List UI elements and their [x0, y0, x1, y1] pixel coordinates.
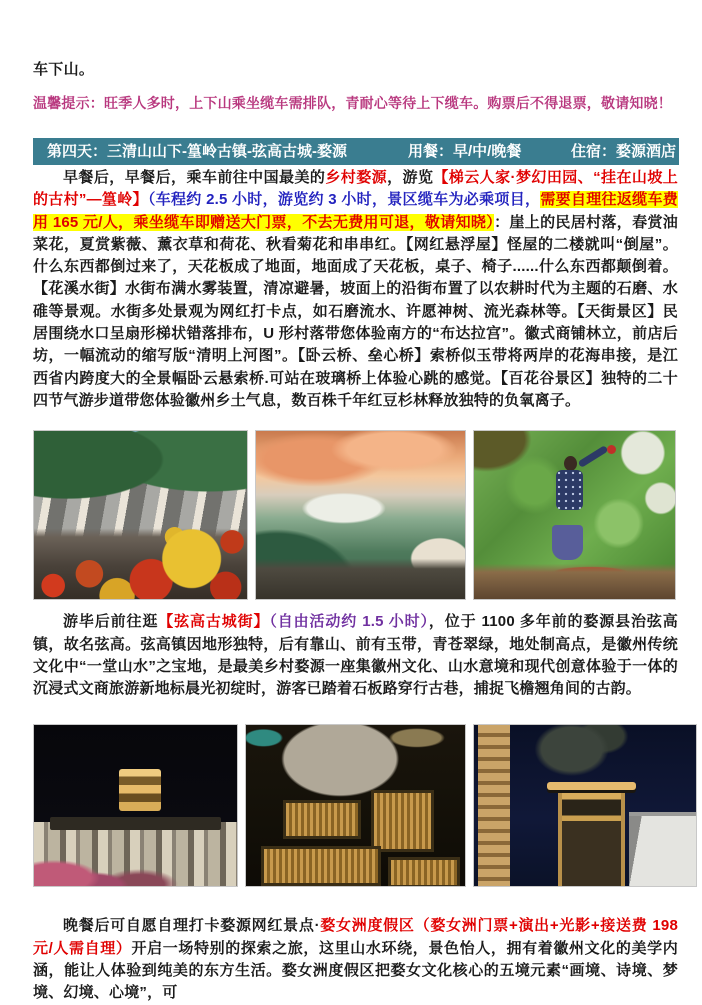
huangling-shaiqiu-village-photo: [33, 430, 248, 600]
text-segment: 民居围绕水口呈扇形梯状错落排布，U 形村落带您体验南方的“布达拉宫”。徽式商铺林立，前店后坊，一幅流动的缩写版“清明上河图”。: [33, 302, 678, 365]
text-segment: 乡村婺源: [325, 169, 388, 186]
lit-rooftop-shape: [371, 790, 434, 852]
girl-skirt-shape: [552, 525, 583, 560]
text-segment: 早餐后，早餐后，乘车前往中国最美的: [63, 169, 326, 186]
gate-tower-shape: [558, 793, 625, 886]
text-segment: （自由活动约 1.5 小时）: [269, 613, 429, 631]
paragraph-xiangao: [33, 611, 678, 700]
girl-drying-crops-photo: [473, 430, 676, 600]
night-ancient-town-pavilion-photo: [33, 724, 238, 887]
paragraph-huangling: [33, 167, 678, 412]
text-segment: 【弦高古城街】: [158, 613, 270, 631]
warm-tip-text: 温馨提示：旺季人多时，上下山乘坐缆车需排队，青耐心等待上下缆车。购票后不得退票，敬请知晓！: [33, 95, 672, 111]
gate-roof-shape: [547, 782, 636, 790]
text-segment: 怪屋的二楼就叫“倒屋”。什么东西都倒过来了，天花板成了地面，地面成了天花板，桌子、椅子......什么东西都颠倒着。: [33, 235, 678, 276]
photo-row-night: [33, 724, 702, 887]
text-segment: 婺女洲度假区（婺女洲门票+演出+光影+接送费 198 元/人需自理）: [33, 917, 678, 957]
text-segment: 游毕后前往逛: [63, 613, 159, 631]
day4-meals-label: 用餐：早/中/晚餐: [408, 143, 522, 160]
text-segment: 索桥似玉带将两岸的花海串接，是江西省内跨度大的全景幅卧云悬索桥.可站在玻璃桥上体验心跳的感觉。: [33, 347, 679, 387]
paragraph-wunvzhou: [33, 915, 678, 1004]
text-segment: ：崖上的民居村落，春赏油菜花，夏赏紫薇、薰衣草和荷花、秋看菊花和串串红。: [33, 213, 678, 253]
day4-lodging-label: 住宿：婺源酒店: [571, 143, 677, 160]
text-segment: 开启一场特别的探索之旅，这里山水环绕，景色怡人，拥有着徽州文化的美学内涵，能让人体验到纯美的东方生活。婺女洲度假区把婺女文化核心的五境元素“画境、诗境、梦境、幻境、心境”，可: [33, 939, 678, 1002]
girl-blue-top-shape: [556, 470, 583, 510]
night-courtyard-aerial-photo: [245, 724, 466, 887]
lit-rooftop-shape: [261, 846, 381, 886]
text-segment: 【花溪水街】: [33, 280, 126, 298]
text-segment: （车程约 2.5 小时，游览约 3 小时，景区缆车为必乘项目，: [147, 191, 541, 209]
text-segment: 【网红悬浮屋】: [405, 235, 507, 253]
day4-route-title: 第四天：三清山山下-篁岭古镇-弦高古城-婺源: [47, 143, 347, 160]
lit-rooftop-shape: [388, 857, 460, 887]
girl-hand-shape: [607, 445, 616, 454]
lit-building-shape: [478, 725, 509, 886]
dark-roof-shape: [50, 817, 221, 830]
huangling-sunset-mountain-photo: [255, 430, 466, 600]
lit-rooftop-shape: [283, 800, 361, 840]
text-segment: ，位于 1100 多年前的婺源县治弦高镇，故名弦高。弦高镇因地形独特，后有靠山、前有玉带，青苍翠绿，地处制高点，是徽州传统文化中“一堂山水”之宝地，是最美乡村婺源一座集徽州文化、山水意境和现代创意体验于一体的沉浸式文商旅游新地标晨光初绽时，游客已踏着石板路穿行古巷，捕捉飞檐翘角间的古韵。: [33, 613, 678, 698]
text-segment: 需要自理往返缆车费用 165 元/人，乘坐缆车即赠送大门票，不去无费用可退，敬请知晓）: [33, 191, 678, 231]
text-segment: 晚餐后可自愿自理打卡婺源网红景点·: [63, 917, 320, 935]
text-segment: 【百花谷景区】: [500, 369, 602, 387]
photo-row-day: [33, 430, 702, 600]
night-gate-tower-photo: [473, 724, 697, 887]
girl-arm-shape: [577, 445, 608, 468]
text-segment: 独特的二十四节气游步道带您体验徽州乡土气息，数百株千年红豆杉林释放独特的负氧离子。: [33, 369, 679, 409]
intro-text: 车下山。: [33, 61, 95, 78]
text-segment: 【梯云人家·梦幻田园、“挂在山坡上的古村”—篁岭】: [33, 169, 678, 209]
white-wall-shape: [629, 812, 696, 886]
day4-header-bar: [33, 138, 679, 165]
text-segment: 【卧云桥、垒心桥】: [297, 347, 430, 365]
text-segment: 水街布满水雾装置，清凉避暑，坡面上的沿街布置了以农耕时代为主题的石磨、水碓等景观。水街多处景观为网红打卡点，如石磨流水、许愿神树、流光森林等。: [33, 280, 678, 320]
pavilion-tower-shape: [119, 769, 161, 811]
text-segment: ，游览: [387, 169, 434, 186]
text-segment: 【天街景区】: [577, 302, 663, 320]
